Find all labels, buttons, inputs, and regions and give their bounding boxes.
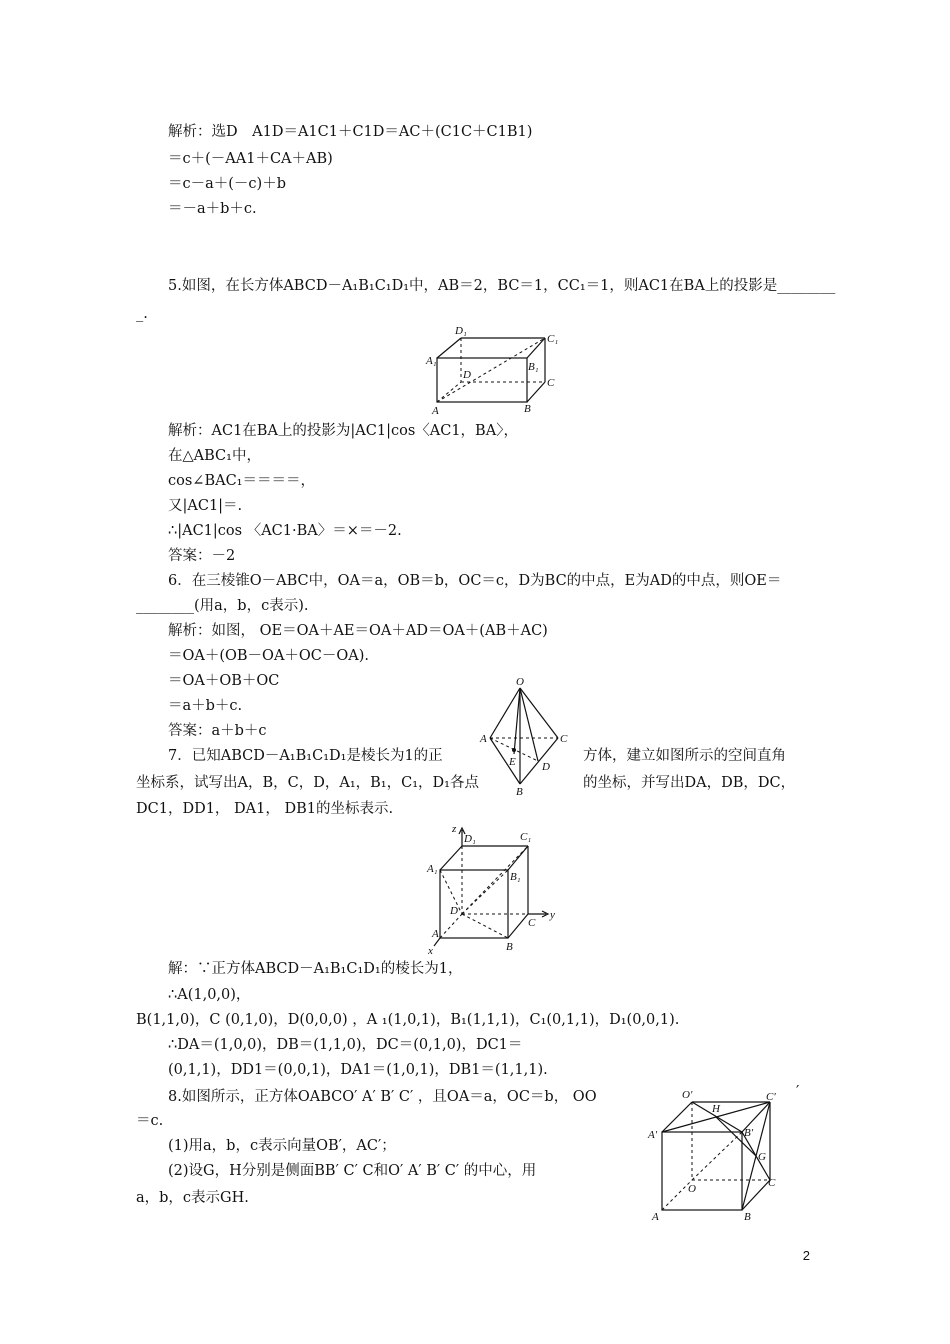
vertex-label: O <box>516 676 524 688</box>
vertex-label: O′ <box>682 1089 693 1101</box>
vertex-label: A <box>432 405 439 416</box>
vertex-label: C₁ <box>547 333 559 345</box>
text-line: 解析：选D A1D＝A1C1＋C1D＝AC＋(C1C＋C1B1) <box>168 124 533 140</box>
text-line: DC1，DD1， DA1， DB1的坐标表示. <box>136 801 394 817</box>
vertex-label: G <box>758 1151 766 1163</box>
text-line: 解：∵正方体ABCD－A₁B₁C₁D₁的棱长为1， <box>168 961 463 977</box>
vertex-label: A₁ <box>427 863 438 875</box>
vertex-label: D <box>450 905 458 917</box>
text-line: ＝－a＋b＋c. <box>168 201 257 217</box>
text-line: ＝a＋b＋c. <box>168 698 243 714</box>
text-line: (0,1,1)，DD1＝(0,0,1)，DA1＝(1,0,1)，DB1＝(1,1,1). <box>168 1062 548 1078</box>
vertex-label: O <box>688 1183 696 1195</box>
text-line: ＝c＋(－AA1＋CA＋AB) <box>168 151 333 167</box>
vertex-label: B′ <box>744 1127 754 1139</box>
vertex-label: C′ <box>766 1091 776 1103</box>
axis-label: x <box>428 945 433 956</box>
vertex-label: C₁ <box>520 831 532 843</box>
vertex-label: B₁ <box>510 871 521 883</box>
text-line: 解析：AC1在BA上的投影为|AC1|cos〈AC1，BA〉， <box>168 423 518 439</box>
text-line: ∴DA＝(1,0,0)，DB＝(1,1,0)，DC＝(0,1,0)，DC1＝ <box>168 1037 523 1053</box>
vertex-label: A₁ <box>426 355 437 367</box>
vertex-label: D₁ <box>464 833 476 845</box>
vertex-label: B <box>506 941 513 953</box>
vertex-label: A′ <box>648 1129 658 1141</box>
text-line: 解析：如图， OE＝OA＋AE＝OA＋AD＝OA＋(AB＋AC) <box>168 623 548 639</box>
text-line: ________(用a，b，c表示). <box>136 598 309 614</box>
text-line: 6．在三棱锥O－ABC中，OA＝a，OB＝b，OC＝c，D为BC的中点，E为AD的中点，则OE＝ <box>168 573 782 589</box>
vertex-label: C <box>528 917 536 929</box>
text-line: 的坐标，并写出DA，DB，DC， <box>583 775 796 791</box>
text-line: ＝c－a＋(－c)＋b <box>168 176 286 192</box>
text-line: (2)设G，H分别是侧面BB′ C′ C和O′ A′ B′ C′ 的中心，用 <box>168 1163 537 1179</box>
vertex-label: C <box>768 1177 776 1189</box>
axis-label: z <box>452 823 457 835</box>
text-line: a，b，c表示GH. <box>136 1190 249 1206</box>
vertex-label: B <box>744 1211 751 1222</box>
vertex-label: E <box>509 756 516 768</box>
vertex-label: H <box>712 1103 720 1115</box>
text-line: 方体，建立如图所示的空间直角 <box>583 748 786 764</box>
text-line: 在△ABC₁中， <box>168 448 261 464</box>
vertex-label: D <box>542 761 550 773</box>
cuboid-figure <box>424 322 564 416</box>
vertex-label: A <box>480 733 487 745</box>
text-line: ′ <box>796 1084 800 1100</box>
vertex-label: D₁ <box>455 325 467 337</box>
text-line: ∴|AC1|cos 〈AC1·BA〉＝×＝－2. <box>168 523 402 539</box>
vertex-label: B₁ <box>528 361 539 373</box>
vertex-label: A <box>652 1211 659 1222</box>
text-line: cos∠BAC₁＝＝＝＝， <box>168 473 315 489</box>
text-line: 5.如图，在长方体ABCD－A₁B₁C₁D₁中，AB＝2，BC＝1，CC₁＝1，则AC1在BA上的投影是________ <box>168 278 836 294</box>
text-line: B(1,1,0)，C (0,1,0)，D(0,0,0) ，A ₁(1,0,1)，B₁(1,1,1)，C₁(0,1,1)，D₁(0,0,1). <box>136 1012 680 1028</box>
vertex-label: D <box>463 369 471 381</box>
text-line: 8.如图所示，正方体OABCO′ A′ B′ C′ ，且OA＝a，OC＝b， OO <box>168 1089 597 1105</box>
text-line: ＝c. <box>136 1113 164 1129</box>
vertex-label: B <box>524 403 531 415</box>
text-line: ＝OA＋(OB－OA＋OC－OA). <box>168 648 370 664</box>
text-line: 7．已知ABCD－A₁B₁C₁D₁是棱长为1的正 <box>168 748 443 764</box>
text-line: ∴A(1,0,0)， <box>168 987 251 1003</box>
vertex-label: C <box>560 733 568 745</box>
cube-axes-figure <box>424 820 564 956</box>
cube-figure <box>644 1086 794 1222</box>
vertex-label: B <box>516 786 523 796</box>
text-line: ＝OA＋OB＋OC <box>168 673 280 689</box>
page-number: 2 <box>802 1248 810 1263</box>
vertex-label: A <box>432 928 439 940</box>
text-line: 答案：a＋b＋c <box>168 723 267 739</box>
vertex-label: C <box>547 377 555 389</box>
text-line: (1)用a，b，c表示向量OB′，AC′； <box>168 1138 396 1154</box>
text-line: 坐标系，试写出A，B，C，D，A₁，B₁，C₁，D₁各点 <box>136 775 479 791</box>
text-line: _. <box>136 306 148 322</box>
axis-label: y <box>550 909 555 921</box>
text-line: 答案：－2 <box>168 548 236 564</box>
text-line: 又|AC1|＝. <box>168 498 243 514</box>
tetrahedron-figure <box>476 674 572 796</box>
